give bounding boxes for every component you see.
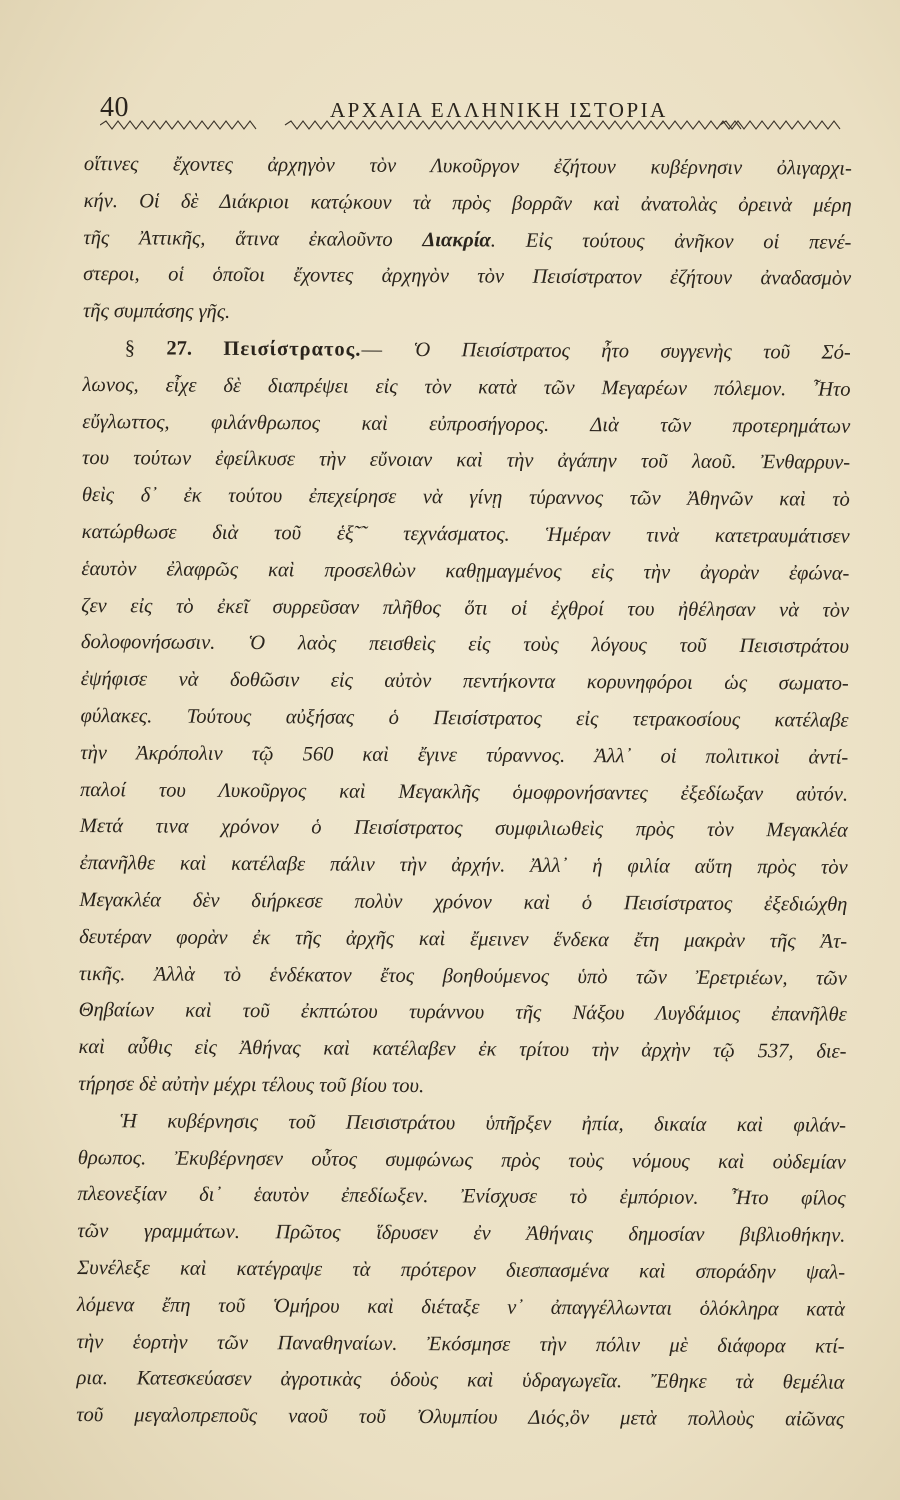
section-number: 27. [166, 337, 193, 360]
text-line: τὴν Ἀκρόπολιν τῷ 560 καὶ ἔγινε τύραννος. Ἀλλ᾽ οἱ πολιτικοὶ ἀντί- [80, 741, 849, 769]
text-line: δολοφονήσωσιν. Ὁ λαὸς πεισθεὶς εἰς τοὺς λόγους τοῦ Πεισιστράτου [80, 631, 850, 659]
text-run: Ὁ Πεισίστρατος ἦτο συγγενὴς τοῦ Σό- [413, 339, 851, 364]
page-body [76, 146, 852, 1439]
text-line: τῶν γραμμάτων. Πρῶτος ἵδρυσεν ἐν Ἀθήναις δημοσίαν βιβλιοθήκην. [77, 1220, 846, 1247]
text-line: Ἡ κυβέρνησις τοῦ Πεισιστράτου ὑπῆρξεν ἠπία, δικαία καὶ φιλάν- [119, 1109, 847, 1137]
text-line: ἐπανῆλθε καὶ κατέλαβε πάλιν τὴν ἀρχήν. Ἀλλ᾽ ἡ φιλία αὕτη πρὸς τὸν [79, 852, 848, 879]
text-line: ἑαυτὸν ἐλαφρῶς καὶ προσελθὼν καθῃμαγμένος εἰς τὴν ἀγορὰν ἐφώνα- [81, 557, 850, 585]
text-line [83, 330, 851, 371]
paragraph-factions [83, 146, 852, 335]
text-line: θεὶς δ᾽ ἐκ τούτου ἐπεχείρησε νὰ γίνῃ τύραννος τῶν Ἀθηνῶν καὶ τὸ [81, 484, 850, 511]
ornamental-rule [100, 118, 845, 132]
text-line: Θηβαίων καὶ τοῦ ἐκπτώτου τυράννου τῆς Νάξου Λυγδάμιος ἐπανῆλθε [78, 999, 847, 1027]
text-line: εὔγλωττος, φιλάνθρωπος καὶ εὐπροσήγορος. Διὰ τῶν προτερημάτων [82, 410, 851, 438]
text-line: λόμενα ἔπη τοῦ Ὁμήρου καὶ διέταξε ν᾽ ἀπαγγέλλωνται ὁλόκληρα κατὰ [76, 1293, 845, 1321]
text-line: φύλακες. Τούτους αὐξήσας ὁ Πεισίστρατος εἰς τετρακοσίους κατέλαβε [80, 704, 849, 732]
text-line: οἵτινες ἔχοντες ἀρχηγὸν τὸν Λυκοῦργον ἐζήτουν κυβέρνησιν ὀλιγαρχι- [83, 152, 852, 180]
text-line: λωνος, εἶχε δὲ διαπρέψει εἰς τὸν κατὰ τῶν Μεγαρέων πόλεμον. Ἦτο [82, 373, 851, 401]
section-dash: — [361, 338, 383, 361]
paragraph-peisistratos [78, 330, 851, 1107]
text-line: κατώρθωσε διὰ τοῦ ἑξ῀῀ τεχνάσματος. Ἡμέραν τινὰ κατετραυμάτισεν [81, 520, 850, 548]
text-run: . Εἰς τούτους ἀνῆκον οἱ πενέ- [490, 229, 852, 254]
text-line: του τούτων ἐφείλκυσε τὴν εὔνοιαν καὶ τὴν ἀγάπην τοῦ λαοῦ. Ἐνθαρρυν- [82, 447, 851, 475]
text-line: καὶ αὖθις εἰς Ἀθήνας καὶ κατέλαβεν ἐκ τρίτου τὴν ἀρχὴν τῷ 537, διε- [78, 1036, 847, 1063]
text-line: τοῦ μεγαλοπρεποῦς ναοῦ τοῦ Ὀλυμπίου Διός,ὃν μετὰ πολλοὺς αἰῶνας [76, 1404, 845, 1431]
text-line: στεροι, οἱ ὁποῖοι ἔχοντες ἀρχηγὸν τὸν Πεισίστρατον ἐζήτουν ἀναδασμὸν [83, 263, 852, 291]
term-diakria: Διακρία [422, 228, 491, 252]
text-line: τῆς συμπάσης γῆς. [82, 300, 231, 324]
text-line: τήρησε δὲ αὐτὴν μέχρι τέλους τοῦ βίου του. [78, 1072, 425, 1098]
text-line: Μετά τινα χρόνον ὁ Πεισίστρατος συμφιλιωθεὶς πρὸς τὸν Μεγακλέα [79, 815, 848, 843]
text-line: τὴν ἑορτὴν τῶν Παναθηναίων. Ἐκόσμησε τὴν πόλιν μὲ διάφορα κτί- [76, 1330, 845, 1358]
text-line: ρια. Κατεσκεύασεν ἀγροτικὰς ὁδοὺς καὶ ὑδραγωγεῖα. Ἔθηκε τὰ θεμέλια [76, 1367, 845, 1394]
text-run: τῆς Ἀττικῆς, ἅτινα ἐκαλοῦντο [83, 226, 393, 251]
section-title: Πεισίστρατος. [223, 337, 362, 361]
text-line: παλοί του Λυκοῦργος καὶ Μεγακλῆς ὁμοφρονήσαντες ἐξεδίωξαν αὐτόν. [80, 778, 849, 806]
page-number: 40 [100, 92, 129, 123]
text-line: Συνέλεξε καὶ κατέγραψε τὰ πρότερον διεσπασμένα καὶ σποράδην ψαλ- [77, 1256, 846, 1284]
text-line [83, 220, 851, 261]
text-line: ζεν εἰς τὸ ἐκεῖ συρρεῦσαν πλῆθος ὅτι οἱ ἐχθροί του ἠθέλησαν νὰ τὸν [81, 594, 850, 622]
paragraph-government [76, 1103, 846, 1439]
text-line: κήν. Οἱ δὲ Διάκριοι κατῴκουν τὰ πρὸς βορρᾶν καὶ ἀνατολὰς ὀρεινὰ μέρη [83, 189, 852, 217]
running-title: ΑΡΧΑΙΑ ΕΛΛΗΝΙΚΗ ΙΣΤΟΡΙΑ [330, 98, 668, 122]
text-line: δευτέραν φορὰν ἐκ τῆς ἀρχῆς καὶ ἔμεινεν ἕνδεκα ἔτη μακρὰν τῆς Ἀτ- [79, 925, 848, 953]
text-line: τικῆς. Ἀλλὰ τὸ ἑνδέκατον ἔτος βοηθούμενος ὑπὸ τῶν Ἐρετριέων, τῶν [78, 962, 847, 990]
text-line: θρωπος. Ἐκυβέρνησεν οὗτος συμφώνως πρὸς τοὺς νόμους καὶ οὐδεμίαν [77, 1146, 846, 1174]
text-line: πλεονεξίαν δι᾽ ἑαυτὸν ἐπεδίωξεν. Ἐνίσχυσε τὸ ἐμπόριον. Ἦτο φίλος [77, 1183, 846, 1210]
text-line: ἐψήφισε νὰ δοθῶσιν εἰς αὐτὸν πεντήκοντα κορυνηφόροι ὡς σωματο- [80, 668, 849, 695]
section-mark: § [124, 337, 136, 360]
text-line: Μεγακλέα δὲν διήρκεσε πολὺν χρόνον καὶ ὁ Πεισίστρατος ἐξεδιώχθη [79, 888, 848, 916]
